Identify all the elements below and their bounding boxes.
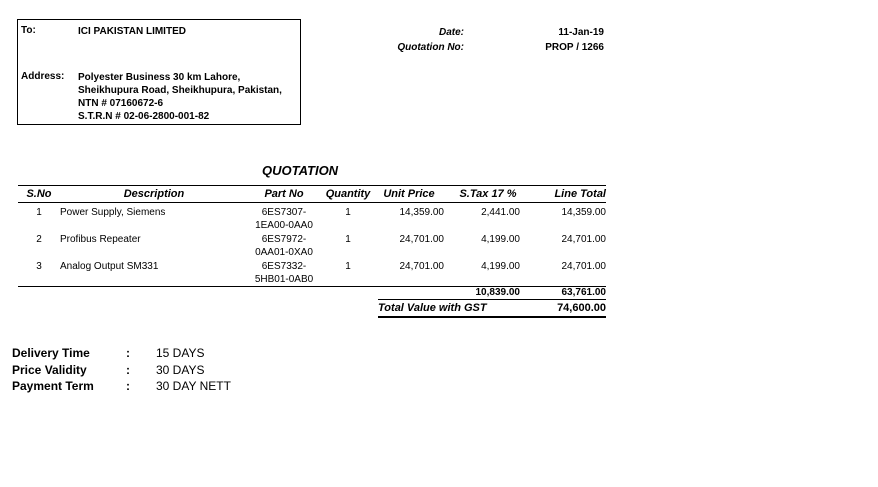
customer-box xyxy=(17,19,301,125)
price-validity-colon: : xyxy=(126,363,130,377)
row-3-line-total: 24,701.00 xyxy=(561,261,606,272)
address-line-2: Sheikhupura Road, Sheikhupura, Pakistan, xyxy=(78,85,282,96)
total-stax: 10,839.00 xyxy=(475,287,520,298)
address-line-3: NTN # 07160672-6 xyxy=(78,98,164,109)
row-2-sno: 2 xyxy=(36,234,42,245)
row-3-part-no-1: 6ES7332- xyxy=(261,261,307,272)
address-line-4: S.T.R.N # 02-06-2800-001-82 xyxy=(78,111,210,122)
row-3-stax: 4,199.00 xyxy=(481,261,520,272)
row-2-line-total: 24,701.00 xyxy=(561,234,606,245)
row-2-stax: 4,199.00 xyxy=(481,234,520,245)
customer-name: ICI PAKISTAN LIMITED xyxy=(78,26,186,37)
row-3-part-no-2: 5HB01-0AB0 xyxy=(254,274,314,285)
row-2-unit-price: 24,701.00 xyxy=(399,234,444,245)
row-1-part-no-1: 6ES7307- xyxy=(261,207,307,218)
gst-bottom-rule xyxy=(378,316,606,318)
row-2-quantity: 1 xyxy=(345,234,351,245)
delivery-time-label: Delivery Time xyxy=(12,346,90,360)
col-sno: S.No xyxy=(26,188,52,200)
col-quantity: Quantity xyxy=(325,188,371,200)
gst-top-rule xyxy=(378,299,606,300)
col-stax: S.Tax 17 % xyxy=(459,188,517,200)
date-label: Date: xyxy=(438,27,464,38)
row-1-sno: 1 xyxy=(36,207,42,218)
row-3-unit-price: 24,701.00 xyxy=(399,261,444,272)
price-validity-value: 30 DAYS xyxy=(156,363,205,377)
delivery-time-colon: : xyxy=(126,346,130,360)
quotation-no-label: Quotation No: xyxy=(397,42,464,53)
total-line: 63,761.00 xyxy=(561,287,606,298)
address-label: Address: xyxy=(21,71,65,82)
quotation-no-value: PROP / 1266 xyxy=(545,42,604,53)
delivery-time-value: 15 DAYS xyxy=(156,346,205,360)
table-header-rule xyxy=(18,202,606,203)
row-1-stax: 2,441.00 xyxy=(481,207,520,218)
row-1-line-total: 14,359.00 xyxy=(561,207,606,218)
row-1-part-no-2: 1EA00-0AA0 xyxy=(255,220,313,231)
row-3-sno: 3 xyxy=(36,261,42,272)
payment-term-value: 30 DAY NETT xyxy=(156,379,231,393)
row-1-unit-price: 14,359.00 xyxy=(399,207,444,218)
row-3-description: Analog Output SM331 xyxy=(60,261,159,272)
gst-value: 74,600.00 xyxy=(557,302,606,314)
date-value: 11-Jan-19 xyxy=(558,27,604,38)
gst-label: Total Value with GST xyxy=(378,302,487,314)
row-1-description: Power Supply, Siemens xyxy=(60,207,166,218)
row-2-description: Profibus Repeater xyxy=(60,234,141,245)
col-line-total: Line Total xyxy=(554,188,606,200)
col-description: Description xyxy=(123,188,185,200)
price-validity-label: Price Validity xyxy=(12,363,87,377)
document-title: QUOTATION xyxy=(262,163,339,178)
row-1-quantity: 1 xyxy=(345,207,351,218)
table-top-rule xyxy=(18,185,606,186)
payment-term-colon: : xyxy=(126,379,130,393)
col-part-no: Part No xyxy=(264,188,304,200)
row-2-part-no-1: 6ES7972- xyxy=(261,234,307,245)
to-label: To: xyxy=(21,25,36,36)
row-3-quantity: 1 xyxy=(345,261,351,272)
col-unit-price: Unit Price xyxy=(383,188,435,200)
address-line-1: Polyester Business 30 km Lahore, xyxy=(78,72,241,83)
row-2-part-no-2: 0AA01-0XA0 xyxy=(255,247,313,258)
payment-term-label: Payment Term xyxy=(12,379,94,393)
